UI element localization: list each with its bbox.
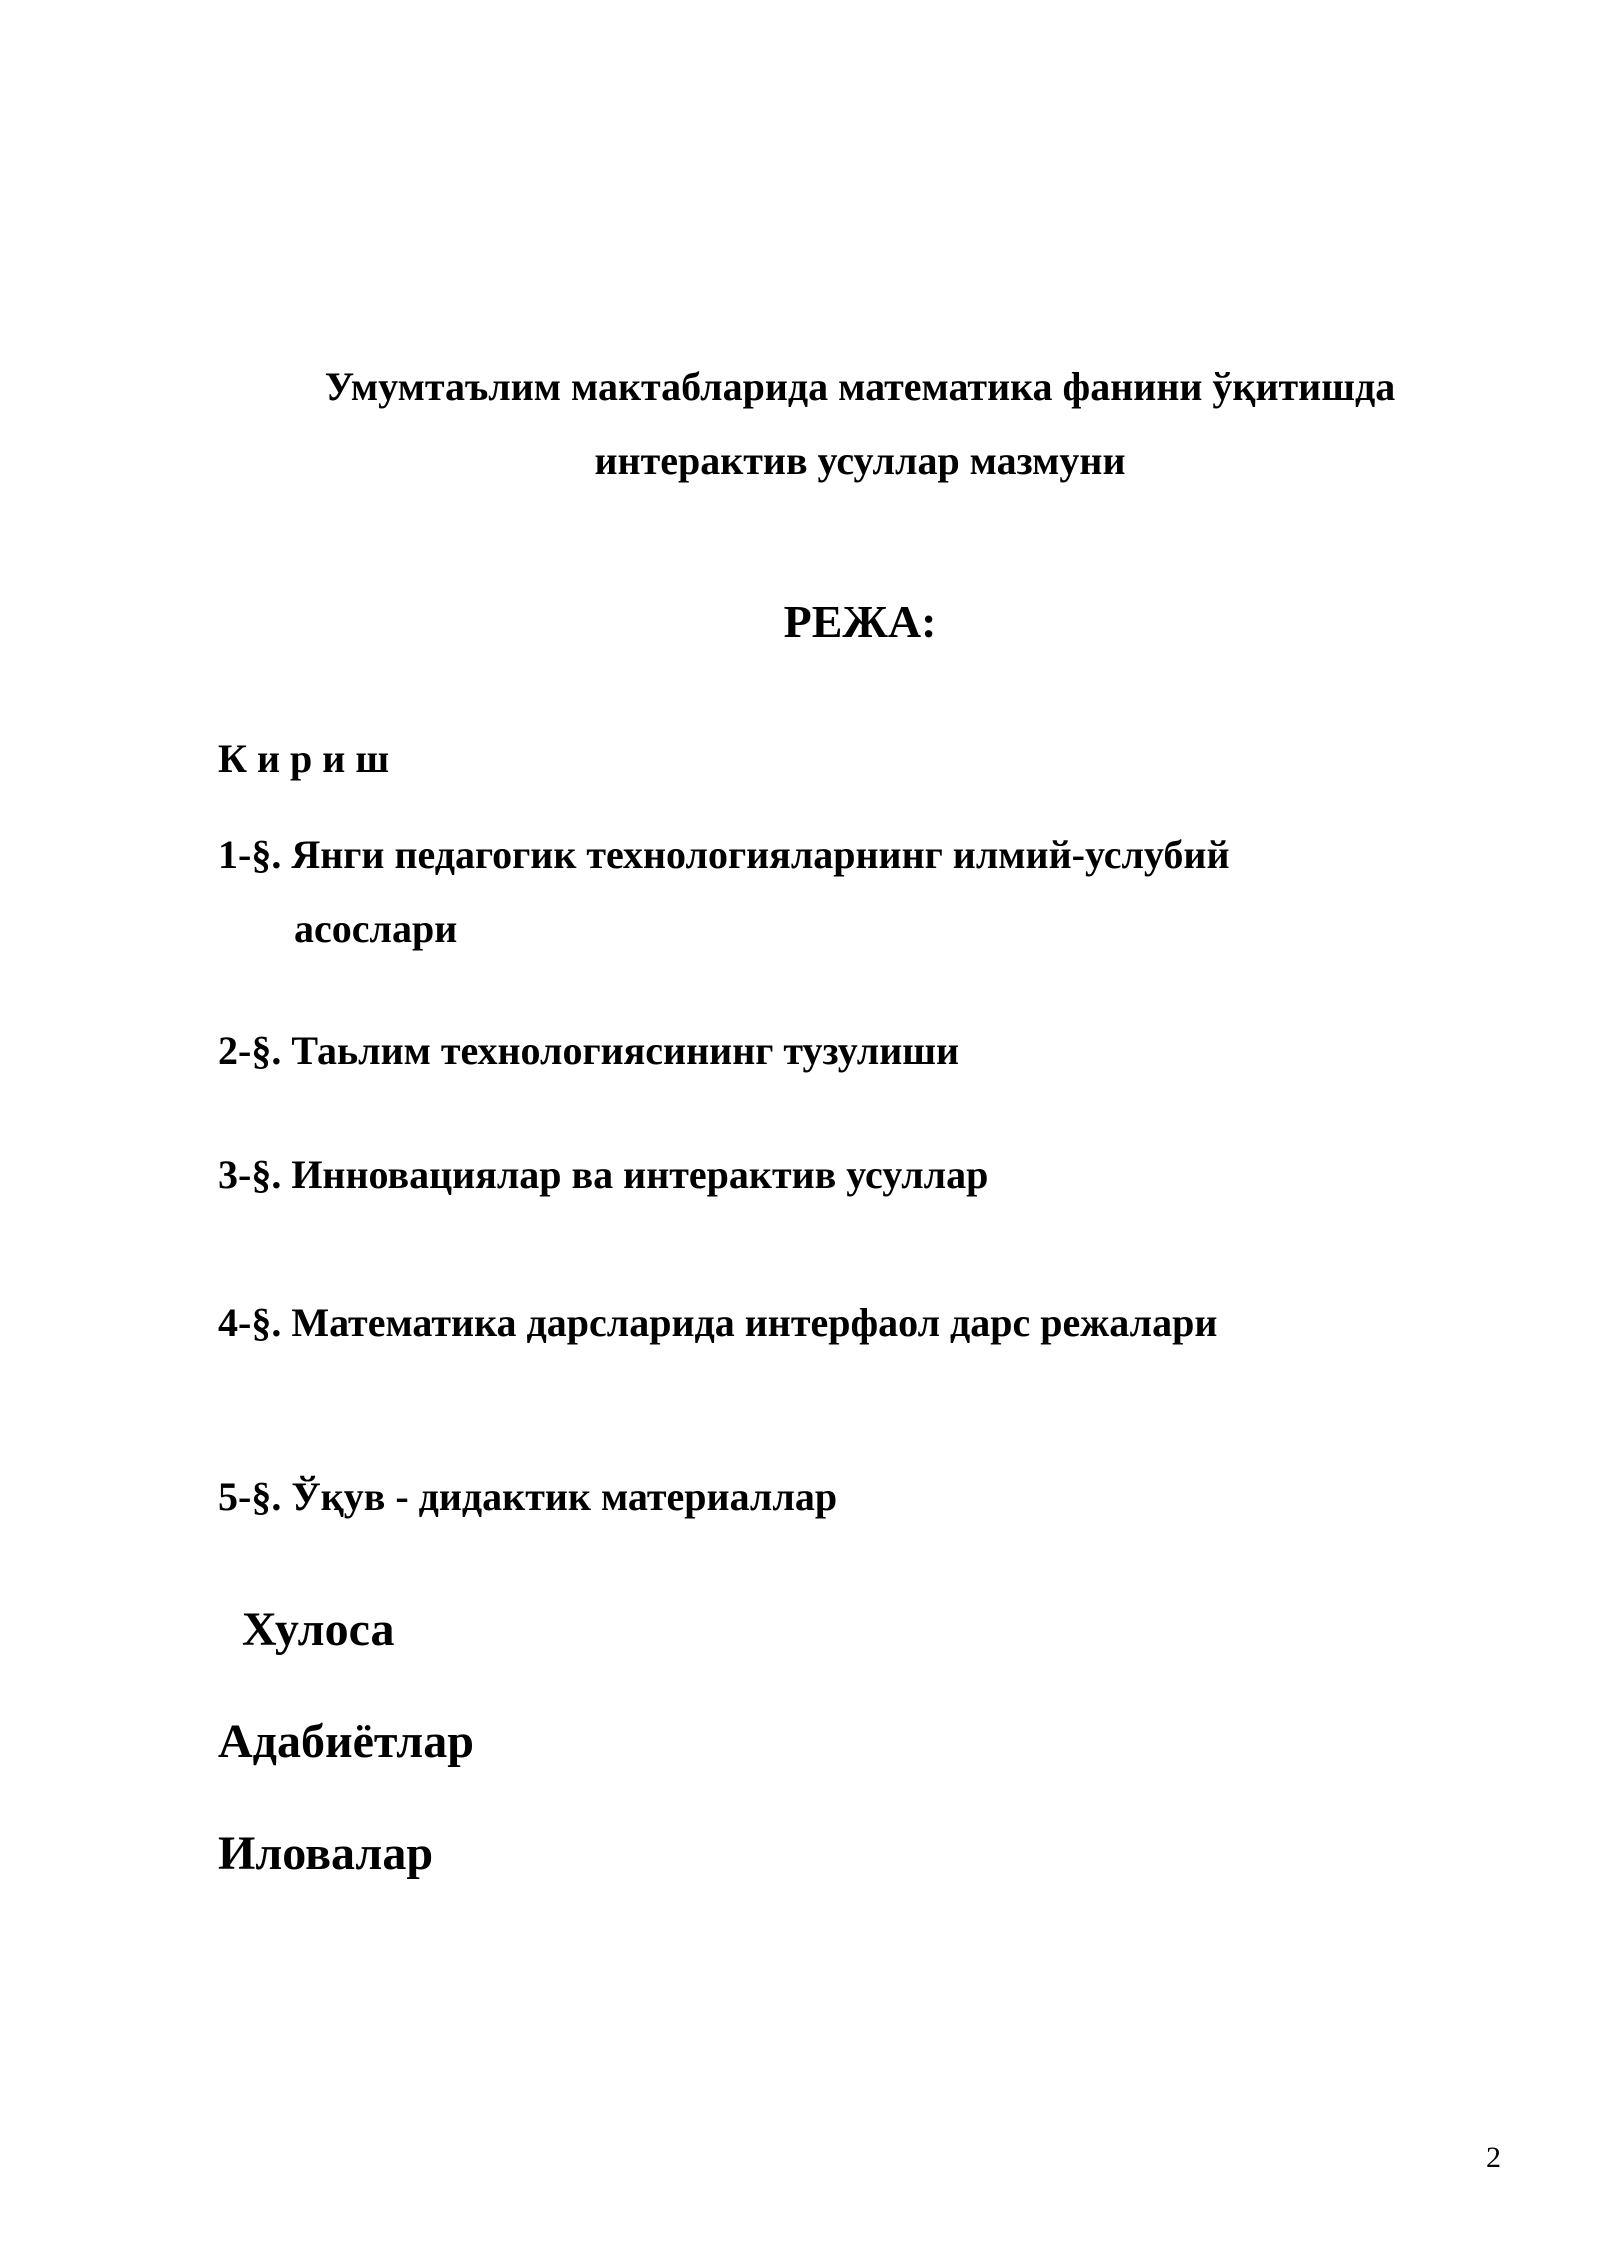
title-line-2: интерактив усуллар мазмуни — [594, 438, 1126, 483]
references-item: Адабиётлар — [218, 1715, 474, 1768]
page-number: 2 — [1486, 2141, 1501, 2174]
intro-item: К и р и ш — [218, 736, 390, 781]
section-1-line-1: 1-§. Янги педагогик технологияларнинг илмий-услубий — [218, 832, 1230, 877]
section-item-4: 4-§. Математика дарсларида интерфаол дарс режалари — [218, 1300, 1218, 1345]
section-1-line-2: асослари — [294, 906, 458, 951]
title-line-1: Умумтаълим мактабларида математика фанини ўқитишда — [324, 364, 1396, 409]
section-item-1 — [218, 818, 1229, 966]
section-item-2: 2-§. Таьлим технологиясининг тузулиши — [218, 1028, 960, 1073]
appendices-item: Иловалар — [218, 1827, 434, 1880]
conclusion-item: Хулоса — [242, 1603, 395, 1656]
plan-heading: РЕЖА: — [783, 596, 937, 647]
section-item-5: 5-§. Ўқув - дидактик материаллар — [218, 1474, 838, 1519]
section-item-3: 3-§. Инновациялар ва интерактив усуллар — [218, 1152, 989, 1197]
document-title — [200, 350, 1520, 498]
